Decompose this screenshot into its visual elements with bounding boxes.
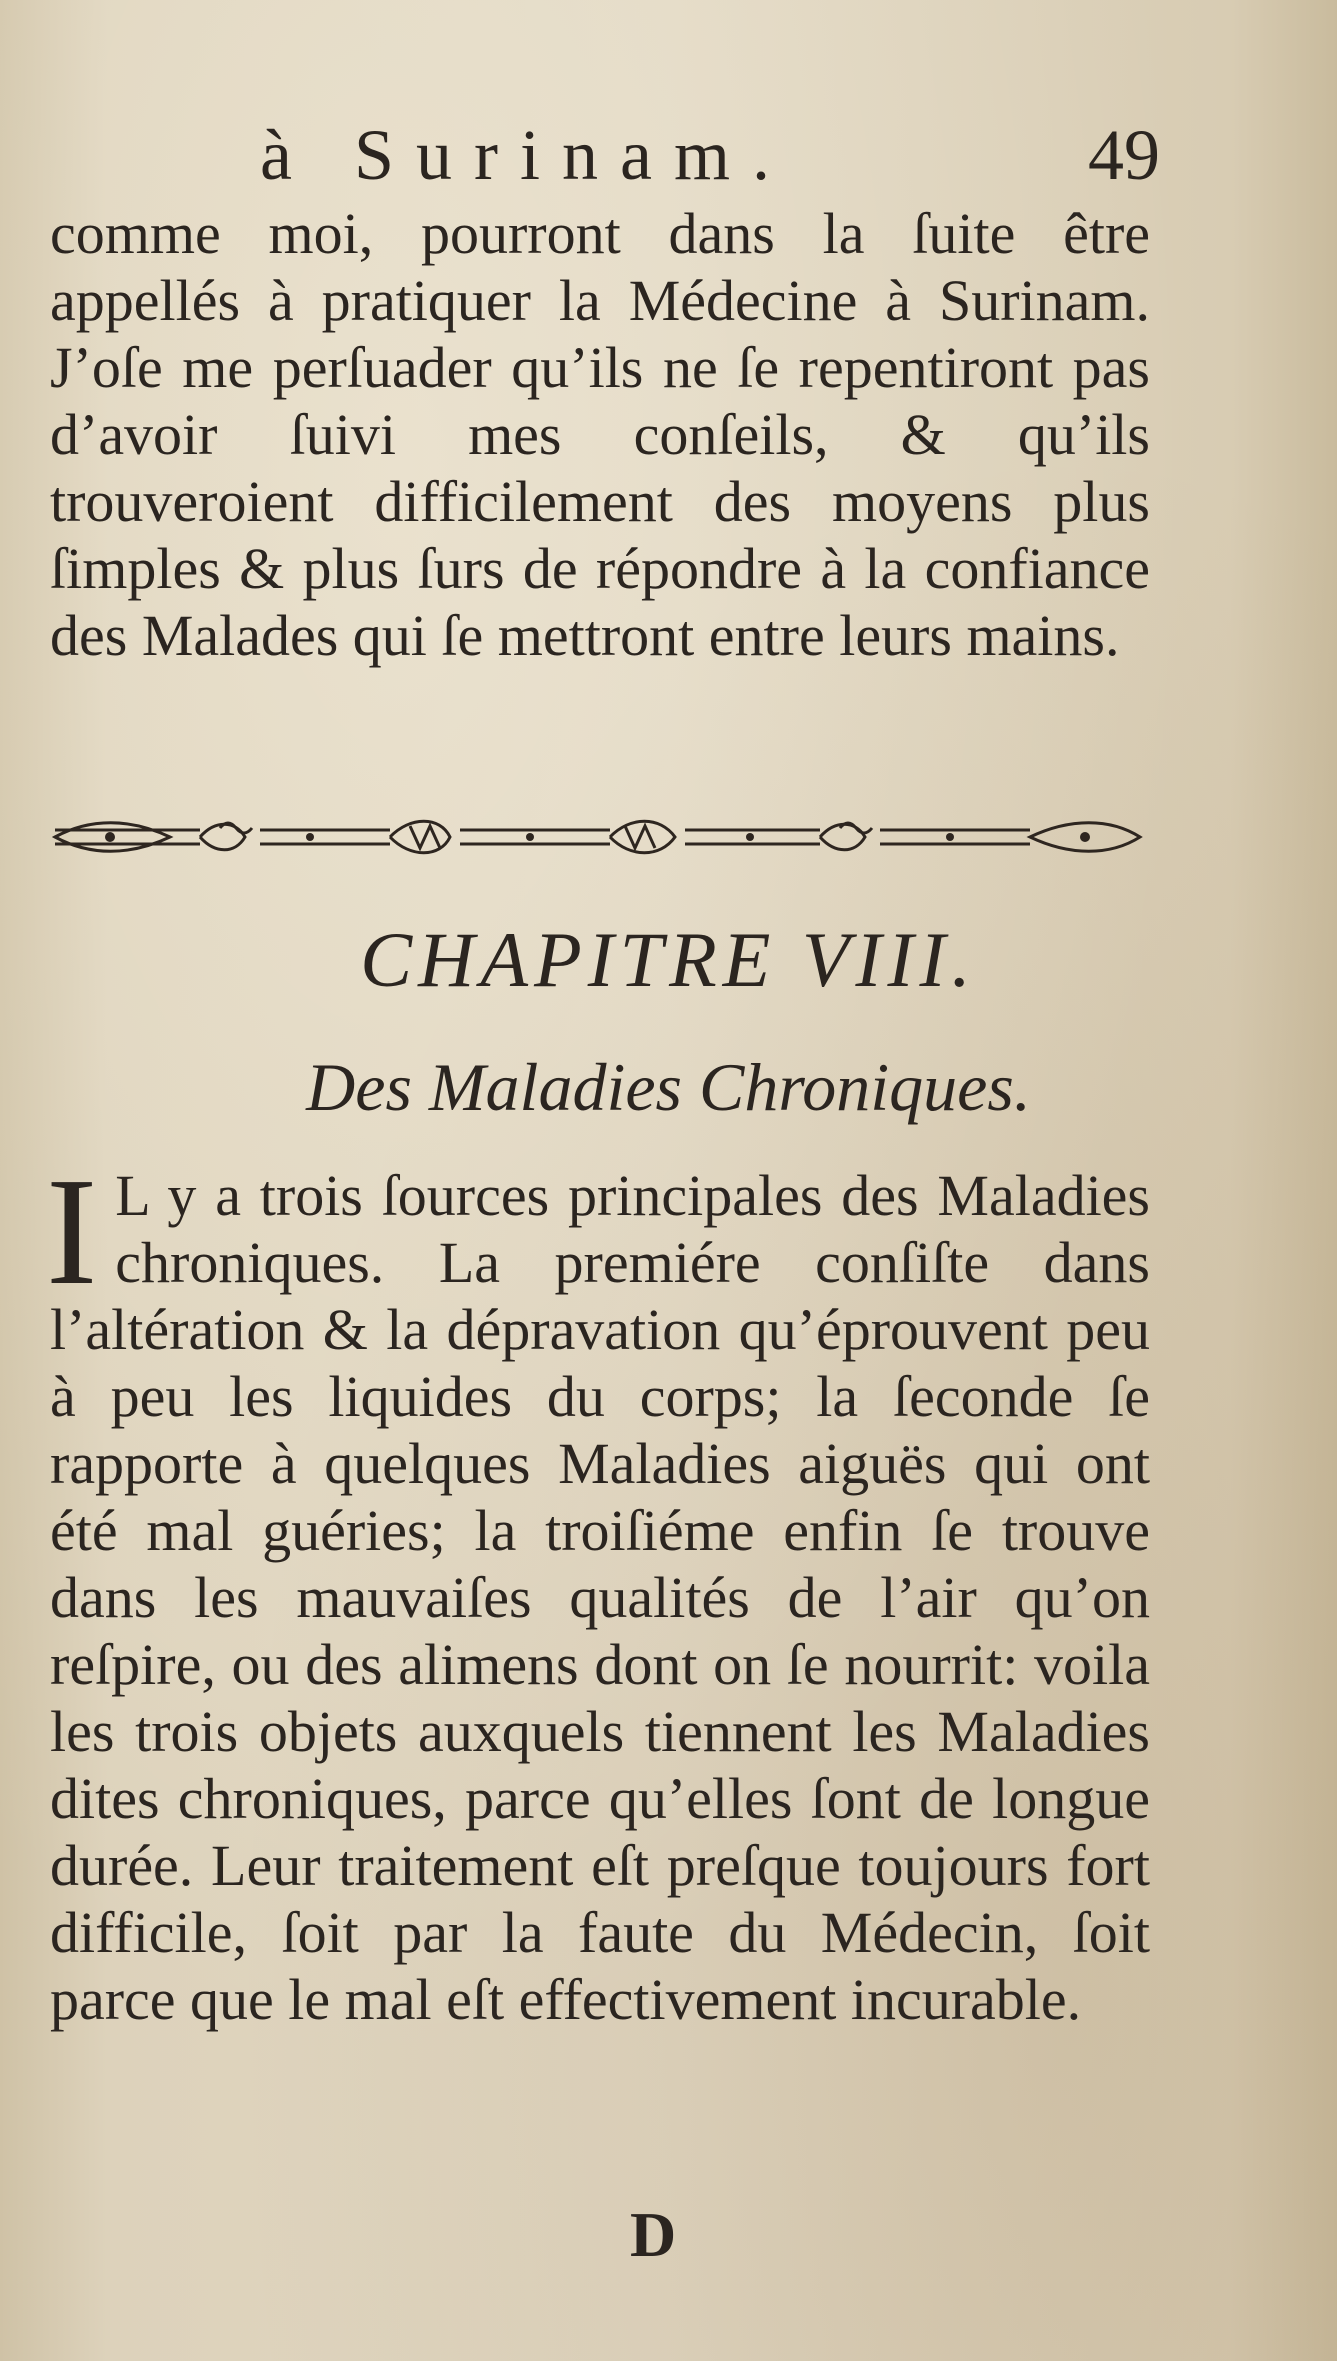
signature-mark: D xyxy=(630,2199,677,2270)
chapter-subtitle: Des Maladies Chroniques. xyxy=(306,1049,1031,1125)
running-head-title: à Surinam. xyxy=(260,115,792,195)
drop-cap: I xyxy=(46,1147,98,1317)
page-number: 49 xyxy=(1088,115,1160,195)
fleuron-ornament xyxy=(50,808,1145,866)
main-paragraph xyxy=(46,1147,1150,2033)
top-paragraph-text: comme moi, pourront dans la ſuite être appellés à pratiquer la Médecine à Surinam. J’oſe me perſuader qu’ils ne ſe repentiront pas d’avoir ſuivi mes conſeils, & qu’ils trouveroient difficilement des moyens plus ſimples & plus ſurs de répondre à la confiance des Malades qui ſe mettront entre leurs mains. xyxy=(50,201,1150,668)
top-paragraph xyxy=(50,200,1150,669)
chapter-title: CHAPITRE VIII. xyxy=(360,916,977,1003)
main-paragraph-text: L y a trois ſources principales des Maladies chroniques. La premiére conſiſte dans l’altération & la dépravation qu’éprouvent peu à peu les liquides du corps; la ſeconde ſe rapporte à quelques Maladies aiguës qui ont été mal guéries; la troiſiéme enfin ſe trouve dans les mauvaiſes qualités de l’air qu’on reſpire, ou des alimens dont on ſe nourrit: voila les trois objets auxquels tiennent les Maladies dites chroniques, parce qu’elles ſont de longue durée. Leur traitement eſt preſque toujours fort difficile, ſoit par la faute du Médecin, ſoit parce que le mal eſt effectivement incurable. xyxy=(50,1163,1150,2032)
running-head xyxy=(50,110,1160,200)
